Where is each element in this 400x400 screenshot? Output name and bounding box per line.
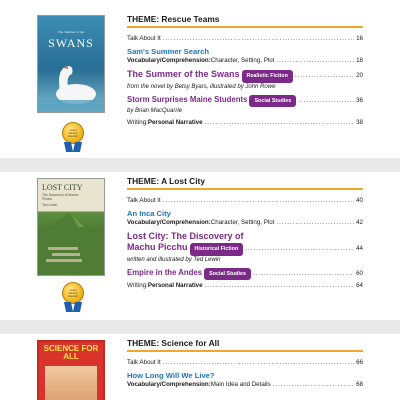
story-title[interactable]: Sam's Summer Search: [127, 47, 210, 56]
cover-title: SWANS: [48, 36, 94, 50]
genre-tag: Realistic Fiction: [242, 70, 293, 83]
story-title[interactable]: An Inca City: [127, 209, 171, 218]
award-badge: Award Winning Selection: [62, 282, 84, 314]
toc-row-main-selection[interactable]: Machu Picchu Historical Fiction ..... 44: [127, 242, 363, 256]
page-number: 40: [356, 197, 363, 204]
page-number: 42: [356, 219, 363, 226]
cover-subtitle: The Discovery of Machu Picchu: [42, 193, 79, 201]
toc-row[interactable]: Writing: Personal Narrative ..... 64: [127, 282, 363, 290]
page-number: 16: [356, 35, 363, 42]
genre-tag: Social Studies: [249, 95, 296, 107]
cover-title: LOST CITY: [42, 183, 83, 192]
cover-lost-city: [37, 178, 105, 276]
theme-heading: THEME: Rescue Teams: [127, 14, 363, 28]
page-number: 36: [356, 97, 363, 104]
byline: by Brian MacQuarrie: [127, 108, 183, 114]
toc-row[interactable]: Talk About It ..... 16: [127, 35, 363, 43]
byline: from the novel by Betsy Byars, illustrated by John Rowe: [127, 84, 276, 90]
section-divider: [0, 320, 400, 334]
machu-picchu-illustration: [38, 213, 105, 276]
page-number: 44: [356, 245, 363, 252]
page-number: 68: [356, 381, 363, 388]
toc-a-lost-city: [127, 176, 363, 290]
award-badge: Award Winning Selection: [62, 122, 84, 154]
section-divider: [0, 158, 400, 172]
toc-row-paired-selection[interactable]: Empire in the Andes Social Studies ..... 60: [127, 268, 363, 280]
genre-tag: Historical Fiction: [190, 243, 244, 256]
theme-heading: THEME: Science for All: [127, 338, 363, 352]
cover-photo: [45, 366, 97, 400]
toc-row[interactable]: Talk About It ..... 66: [127, 359, 363, 367]
toc-row[interactable]: Talk About It ..... 40: [127, 197, 363, 205]
toc-row[interactable]: Writing: Personal Narrative ..... 38: [127, 119, 363, 127]
byline: written and illustrated by Ted Lewin: [127, 257, 221, 263]
genre-tag: Social Studies: [204, 268, 251, 280]
page-number: 18: [356, 57, 363, 64]
page-number: 66: [356, 359, 363, 366]
swan-illustration: [38, 54, 105, 113]
toc-rescue-teams: [127, 14, 363, 127]
cover-title: SCIENCE FOR ALL: [43, 344, 99, 361]
page-number: 64: [356, 282, 363, 289]
toc-science-for-all: [127, 338, 363, 389]
toc-row-main-selection[interactable]: The Summer of the Swans Realistic Fiction ..... 20: [127, 69, 363, 83]
toc-row[interactable]: Vocabulary/Comprehension: Main Idea and Details ..... 68: [127, 381, 363, 389]
cover-summer-of-the-swans: [37, 15, 105, 113]
page-number: 20: [356, 72, 363, 79]
theme-heading: THEME: A Lost City: [127, 176, 363, 190]
cover-subtitle: The Summer of the: [57, 30, 85, 34]
cover-author: Ted Lewin: [42, 203, 58, 207]
story-title-main[interactable]: Lost City: The Discovery of: [127, 231, 244, 241]
story-title[interactable]: How Long Will We Live?: [127, 371, 215, 380]
toc-row-paired-selection[interactable]: Storm Surprises Maine Students Social Studies ..... 36: [127, 95, 363, 107]
toc-row[interactable]: Vocabulary/Comprehension: Character, Setting, Plot ..... 42: [127, 219, 363, 227]
cover-science-for-all: [37, 340, 105, 400]
toc-row[interactable]: Vocabulary/Comprehension: Character, Setting, Plot ..... 18: [127, 57, 363, 65]
page-number: 60: [356, 270, 363, 277]
page-number: 38: [356, 119, 363, 126]
